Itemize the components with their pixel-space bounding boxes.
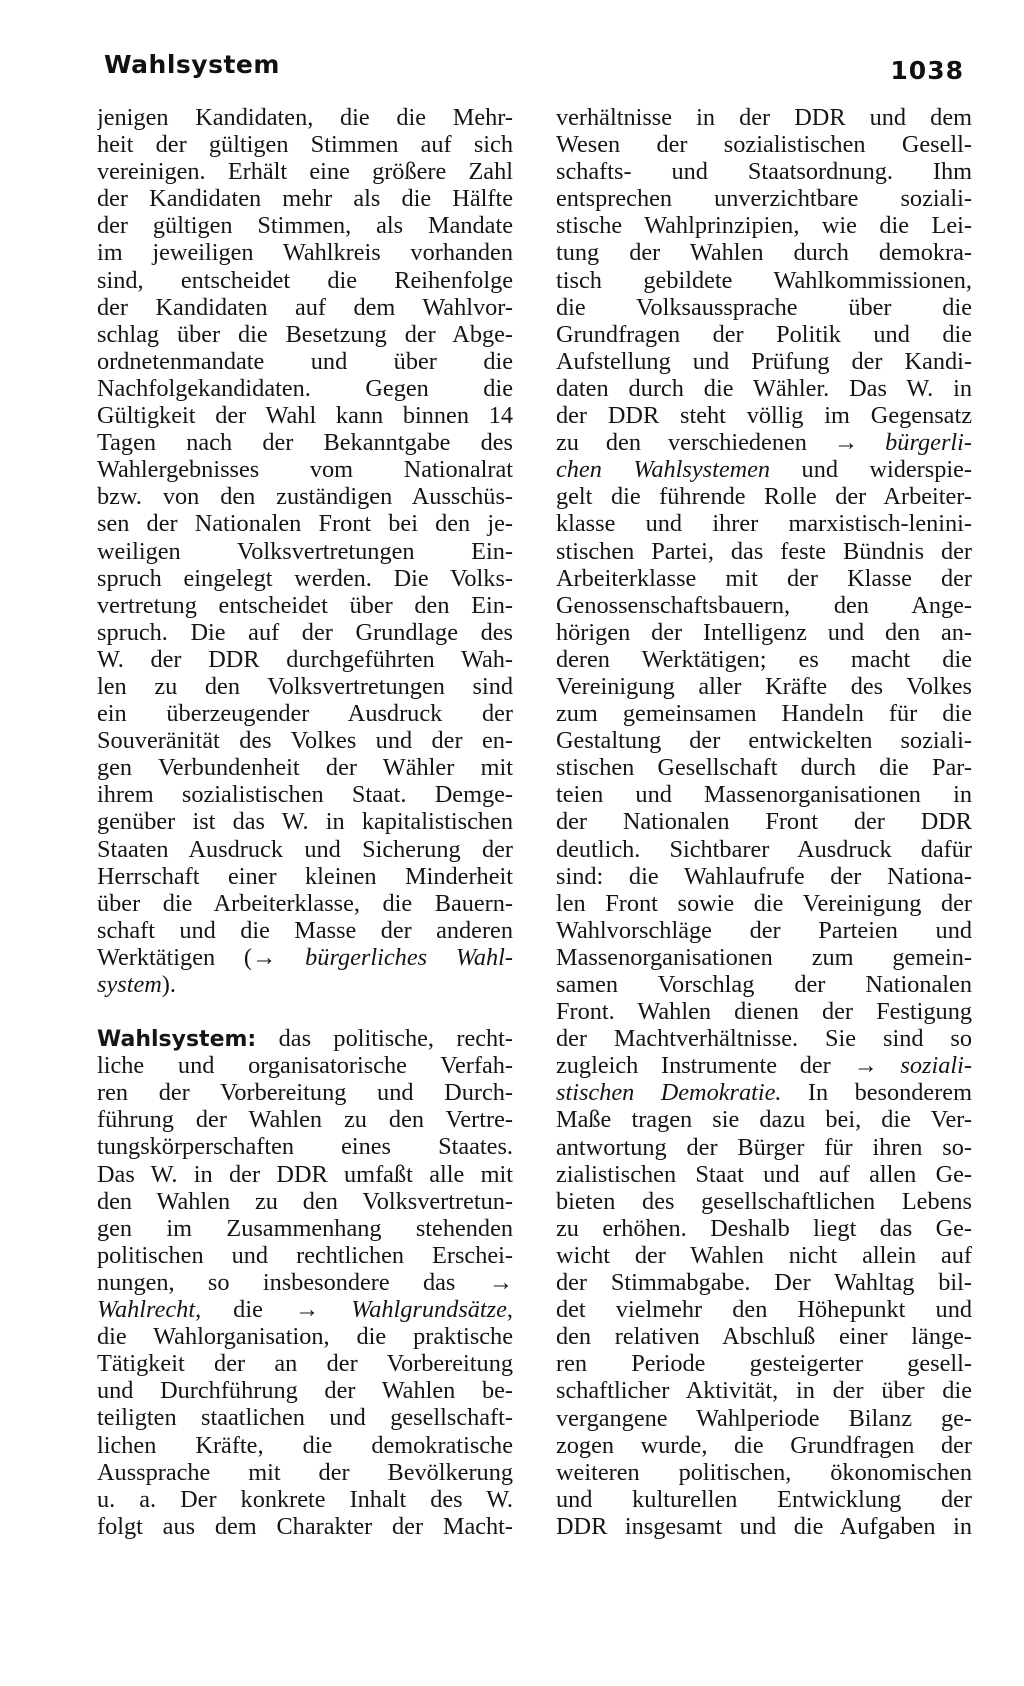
text-line: der Kandidaten auf dem Wahlvor- (97, 293, 513, 321)
text-line: der Machtverhältnisse. Sie sind so (556, 1025, 972, 1053)
text-line: Front. Wahlen dienen der Festigung (556, 998, 972, 1026)
text-fragment: zugleich Instrumente der (556, 1052, 831, 1080)
text-line: Gestaltung der entwickelten soziali- (556, 727, 972, 755)
text-line: Nachfolgekandidaten. Gegen die (97, 374, 513, 402)
text-line: sen der Nationalen Front bei den je- (97, 510, 513, 538)
arrow-icon: → (853, 1052, 878, 1080)
text-line: lichen Kräfte, die demokratische (97, 1431, 513, 1459)
text-line: den relativen Abschluß einer länge- (556, 1323, 972, 1351)
cross-reference-line (556, 429, 972, 456)
text-fragment: das politische, recht- (278, 1025, 513, 1053)
text-fragment: In besonderem (807, 1079, 972, 1107)
text-line: Wahlvorschläge der Parteien und (556, 916, 972, 944)
text-line: heit der gültigen Stimmen auf sich (97, 131, 513, 159)
text-line: daten durch die Wähler. Das W. in (556, 374, 972, 402)
arrow-icon: → (488, 1268, 513, 1296)
cross-reference-term: chen Wahlsystemen (556, 456, 771, 484)
text-line: der DDR steht völlig im Gegensatz (556, 402, 972, 430)
text-line: ordnetenmandate und über die (97, 347, 513, 375)
text-line: tisch gebildete Wahlkommissionen, (556, 266, 972, 294)
text-line: Aussprache mit der Bevölkerung (97, 1458, 513, 1486)
right-column-text (556, 483, 972, 1052)
right-column-text (556, 1106, 972, 1540)
text-line: len zu den Volksvertretungen sind (97, 672, 513, 700)
text-line: W. der DDR durchgeführten Wah- (97, 645, 513, 673)
arrow-icon: → (294, 1296, 320, 1324)
text-line: im jeweiligen Wahlkreis vorhanden (97, 239, 513, 267)
text-line: jenigen Kandidaten, die die Mehr- (97, 104, 513, 131)
text-line: Grundfragen der Politik und die (556, 320, 972, 348)
text-line: Wahlergebnisses vom Nationalrat (97, 456, 513, 484)
entry-text (97, 1052, 513, 1269)
text-line: die Wahlorganisation, die praktische (97, 1323, 513, 1351)
text-line: politischen und rechtlichen Erschei- (97, 1241, 513, 1269)
text-line: den Wahlen zu den Volksvertretun- (97, 1187, 513, 1215)
cross-reference-term: Wahlrecht (97, 1296, 196, 1324)
cross-reference-term: soziali- (900, 1052, 972, 1080)
cross-reference-term: bürgerliches Wahl- (305, 943, 513, 971)
text-line: der gültigen Stimmen, als Mandate (97, 212, 513, 240)
text-line: zu erhöhen. Deshalb liegt das Ge- (556, 1214, 972, 1242)
text-line: schlag über die Besetzung der Abge- (97, 320, 513, 348)
text-line: spruch eingelegt werden. Die Volks- (97, 564, 513, 592)
cross-reference-term: stischen Demokratie. (556, 1079, 782, 1107)
text-line: Vereinigung aller Kräfte des Volkes (556, 672, 972, 700)
text-line: zogen wurde, die Grundfragen der (556, 1431, 972, 1459)
text-line: Das W. in der DDR umfaßt alle mit (97, 1160, 513, 1188)
text-line: Genossenschaftsbauern, den Ange- (556, 591, 972, 619)
text-line: vergangene Wahlperiode Bilanz ge- (556, 1404, 972, 1432)
text-line: wicht der Wahlen nicht allein auf (556, 1241, 972, 1269)
text-line: spruch. Die auf der Grundlage des (97, 618, 513, 646)
entry-text (97, 1323, 513, 1540)
text-line: Tagen nach der Bekanntgabe des (97, 429, 513, 457)
text-line: der Stimmabgabe. Der Wahltag bil- (556, 1269, 972, 1297)
text-fragment: zu den verschiedenen (556, 429, 807, 457)
cross-reference-term: bürgerli- (885, 429, 972, 457)
running-head-title: Wahlsystem (104, 50, 280, 79)
right-column (556, 104, 972, 1540)
text-line: Arbeiterklasse mit der Klasse der (556, 564, 972, 592)
text-line: und kulturellen Entwicklung der (556, 1485, 972, 1513)
text-line: die Volksaussprache über die (556, 293, 972, 321)
text-line: teien und Massenorganisationen in (556, 781, 972, 809)
text-fragment: , die (195, 1296, 263, 1324)
cross-reference-line (556, 1052, 972, 1079)
text-line: bieten des gesellschaftlichen Lebens (556, 1187, 972, 1215)
cross-reference-line (556, 1079, 972, 1106)
text-line: tung der Wahlen durch demokra- (556, 239, 972, 267)
text-line: u. a. Der konkrete Inhalt des W. (97, 1485, 513, 1513)
text-line: schaftlicher Aktivität, in der über die (556, 1377, 972, 1405)
page-number: 1038 (890, 56, 964, 85)
text-fragment: nungen, so insbesondere das (97, 1268, 456, 1296)
text-line: verhältnisse in der DDR und dem (556, 104, 972, 131)
text-line: deutlich. Sichtbarer Ausdruck dafür (556, 835, 972, 863)
text-line: DDR insgesamt und die Aufgaben in (556, 1512, 972, 1540)
cross-reference-line (556, 456, 972, 483)
cross-reference-term: Wahlgrundsätze (351, 1296, 507, 1324)
text-line: deren Werktätigen; es macht die (556, 645, 972, 673)
text-line: samen Vorschlag der Nationalen (556, 971, 972, 998)
text-line: gen im Zusammenhang stehenden (97, 1214, 513, 1242)
entry-headword: Wahlsystem: (97, 1027, 257, 1053)
text-line: zum gemeinsamen Handeln für die (556, 700, 972, 728)
text-line: vereinigen. Erhält eine größere Zahl (97, 158, 513, 186)
text-line: der Nationalen Front der DDR (556, 808, 972, 836)
entry-first-line (97, 1025, 513, 1052)
text-fragment: ). (161, 971, 176, 998)
arrow-icon: → (252, 943, 277, 971)
text-line: sind: die Wahlaufrufe der Nationa- (556, 862, 972, 890)
cross-reference-term: system (97, 971, 162, 998)
text-line: Herrschaft einer kleinen Minderheit (97, 862, 513, 890)
text-line: stischen Partei, das feste Bündnis der (556, 537, 972, 565)
text-line: gen Verbundenheit der Wähler mit (97, 754, 513, 782)
arrow-icon: → (833, 429, 859, 457)
text-line: weiligen Volksvertretungen Ein- (97, 537, 513, 565)
cross-reference-line (97, 971, 513, 998)
text-line: Souveränität des Volkes und der en- (97, 727, 513, 755)
text-line: Aufstellung und Prüfung der Kandi- (556, 347, 972, 375)
text-line: weiteren politischen, ökonomischen (556, 1458, 972, 1486)
cross-reference-line (97, 944, 513, 971)
text-line: schafts- und Staatsordnung. Ihm (556, 158, 972, 186)
text-line: ihrem sozialistischen Staat. Demge- (97, 781, 513, 809)
text-line: führung der Wahlen zu den Vertre- (97, 1106, 513, 1134)
text-line: len Front sowie die Vereinigung der (556, 889, 972, 917)
text-line: gelt die führende Rolle der Arbeiter- (556, 483, 972, 511)
text-line: liche und organisatorische Verfah- (97, 1052, 513, 1080)
text-line: folgt aus dem Charakter der Macht- (97, 1512, 513, 1540)
text-line: antwortung der Bürger für ihren so- (556, 1133, 972, 1161)
text-line: stischen Gesellschaft durch die Par- (556, 754, 972, 782)
text-fragment: , (506, 1296, 513, 1324)
text-line: stische Wahlprinzipien, wie die Lei- (556, 212, 972, 240)
text-line: sind, entscheidet die Reihenfolge (97, 266, 513, 294)
text-line: ren der Vorbereitung und Durch- (97, 1079, 513, 1107)
text-line: Wesen der sozialistischen Gesell- (556, 131, 972, 159)
text-fragment: Werktätigen ( (97, 943, 253, 971)
text-line: genüber ist das W. in kapitalistischen (97, 808, 513, 836)
text-line: und Durchführung der Wahlen be- (97, 1377, 513, 1405)
cross-reference-line (97, 1269, 513, 1296)
text-line: über die Arbeiterklasse, die Bauern- (97, 889, 513, 917)
text-line: Massenorganisationen zum gemein- (556, 943, 972, 971)
text-line: schaft und die Masse der anderen (97, 916, 513, 944)
text-line: Tätigkeit der an der Vorbereitung (97, 1350, 513, 1378)
text-line: teiligten staatlichen und gesellschaft- (97, 1404, 513, 1432)
text-line: det vielmehr den Höhepunkt und (556, 1296, 972, 1324)
cross-reference-line (97, 1296, 513, 1323)
text-line: klasse und ihrer marxistisch-lenini- (556, 510, 972, 538)
text-line: ein überzeugender Ausdruck der (97, 700, 513, 728)
text-line: vertretung entscheidet über den Ein- (97, 591, 513, 619)
paragraph-gap (97, 998, 513, 1025)
right-column-text (556, 104, 972, 429)
left-column-text (97, 104, 513, 944)
text-line: Maße tragen sie dazu bei, die Ver- (556, 1106, 972, 1134)
text-fragment: und widerspie- (801, 456, 972, 484)
text-line: der Kandidaten mehr als die Hälfte (97, 185, 513, 213)
text-line: Staaten Ausdruck und Sicherung der (97, 835, 513, 863)
left-column (97, 104, 513, 1540)
text-line: ren Periode gesteigerter gesell- (556, 1350, 972, 1378)
text-line: bzw. von den zuständigen Ausschüs- (97, 483, 513, 511)
text-line: Gültigkeit der Wahl kann binnen 14 (97, 402, 513, 430)
text-line: zialistischen Staat und auf allen Ge- (556, 1160, 972, 1188)
text-line: entsprechen unverzichtbare soziali- (556, 185, 972, 213)
text-line: tungskörperschaften eines Staates. (97, 1133, 513, 1161)
text-line: hörigen der Intelligenz und den an- (556, 618, 972, 646)
